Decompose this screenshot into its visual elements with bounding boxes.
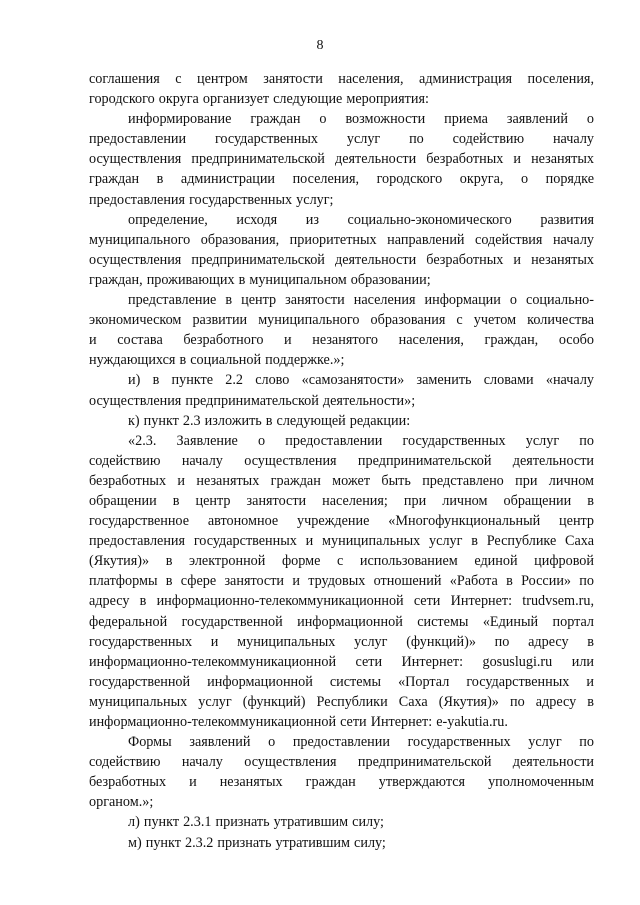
paragraph-2-line: предоставлении государственных услуг по содействию началу <box>89 131 594 148</box>
paragraph-3-line: муниципального образования, приоритетных направлений содействия началу <box>89 231 594 248</box>
paragraph-7-line: платформы в сфере занятости и трудовых отношений «Работа в России» по <box>89 573 594 590</box>
paragraph-4-line: представление в центр занятости населения информации о социально- <box>128 292 594 309</box>
paragraph-2-line: предоставления государственных услуг; <box>89 191 334 208</box>
paragraph-7-line: адресу в информационно-телекоммуникационной сети Интернет: trudvsem.ru, <box>89 593 594 610</box>
paragraph-4-line: экономическом развитии муниципального образования с учетом количества <box>89 312 594 329</box>
paragraph-7-line: федеральной государственной информационной системы «Единый портал <box>89 613 594 630</box>
paragraph-7-line: «2.3. Заявление о предоставлении государственных услуг по <box>128 432 594 449</box>
paragraph-3-line: граждан, проживающих в муниципальном образовании; <box>89 271 431 288</box>
paragraph-8-line: Формы заявлений о предоставлении государственных услуг по <box>128 734 594 751</box>
paragraph-8-line: содействию началу осуществления предпринимательской деятельности <box>89 754 594 771</box>
paragraph-7-line: содействию началу осуществления предпринимательской деятельности <box>89 452 594 469</box>
paragraph-7-line: обращении в центр занятости населения; при личном обращении в <box>89 492 594 509</box>
paragraph-7-line: предоставления государственных и муниципальных услуг в Республике Саха <box>89 533 594 550</box>
paragraph-1-line: соглашения с центром занятости населения, администрация поселения, <box>89 71 594 87</box>
paragraph-9-line: л) пункт 2.3.1 признать утратившим силу; <box>128 814 384 831</box>
document-body <box>89 69 594 853</box>
paragraph-7-line: государственных и муниципальных услуг (функций)» по адресу в <box>89 633 594 650</box>
paragraph-1-line: городского округа организует следующие мероприятия: <box>89 91 429 108</box>
paragraph-4-line: и состава безработного и незанятого населения, граждан, особо <box>89 332 594 349</box>
paragraph-2-line: осуществления предпринимательской деятельности безработных и незанятых <box>89 151 594 168</box>
paragraph-8-line: безработных и незанятых граждан утверждаются уполномоченным <box>89 774 594 791</box>
paragraph-5-line: и) в пункте 2.2 слово «самозанятости» заменить словами «началу <box>128 372 594 389</box>
paragraph-2-line: граждан в администрации поселения, городского округа, о порядке <box>89 171 594 188</box>
paragraph-5-line: осуществления предпринимательской деятельности»; <box>89 392 416 409</box>
paragraph-4-line: нуждающихся в социальной поддержке.»; <box>89 352 345 369</box>
paragraph-6-line: к) пункт 2.3 изложить в следующей редакции: <box>128 412 411 429</box>
paragraph-8-line: органом.»; <box>89 794 154 811</box>
paragraph-7-line: государственное автономное учреждение «Многофункциональный центр <box>89 513 594 530</box>
paragraph-7-line: муниципальных услуг (функций) Республики Саха (Якутия)» по адресу в <box>89 693 594 710</box>
paragraph-7-line: информационно-телекоммуникационной сети Интернет: e-yakutia.ru. <box>89 714 508 730</box>
paragraph-3-line: определение, исходя из социально-экономического развития <box>128 211 594 228</box>
paragraph-7-line: безработных и незанятых граждан может быть представлено при личном <box>89 472 594 489</box>
paragraph-3-line: осуществления предпринимательской деятельности безработных и незанятых <box>89 251 594 268</box>
page-number: 8 <box>316 38 324 53</box>
paragraph-7-line: информационно-телекоммуникационной сети Интернет: gosuslugi.ru или <box>89 653 594 670</box>
paragraph-10-line: м) пункт 2.3.2 признать утратившим силу; <box>128 834 386 851</box>
paragraph-7-line: государственной информационной системы «Портал государственных и <box>89 673 594 690</box>
paragraph-7-line: (Якутия)» в электронной форме с использованием единой цифровой <box>89 553 594 570</box>
paragraph-2-line: информирование граждан о возможности приема заявлений о <box>128 111 594 128</box>
